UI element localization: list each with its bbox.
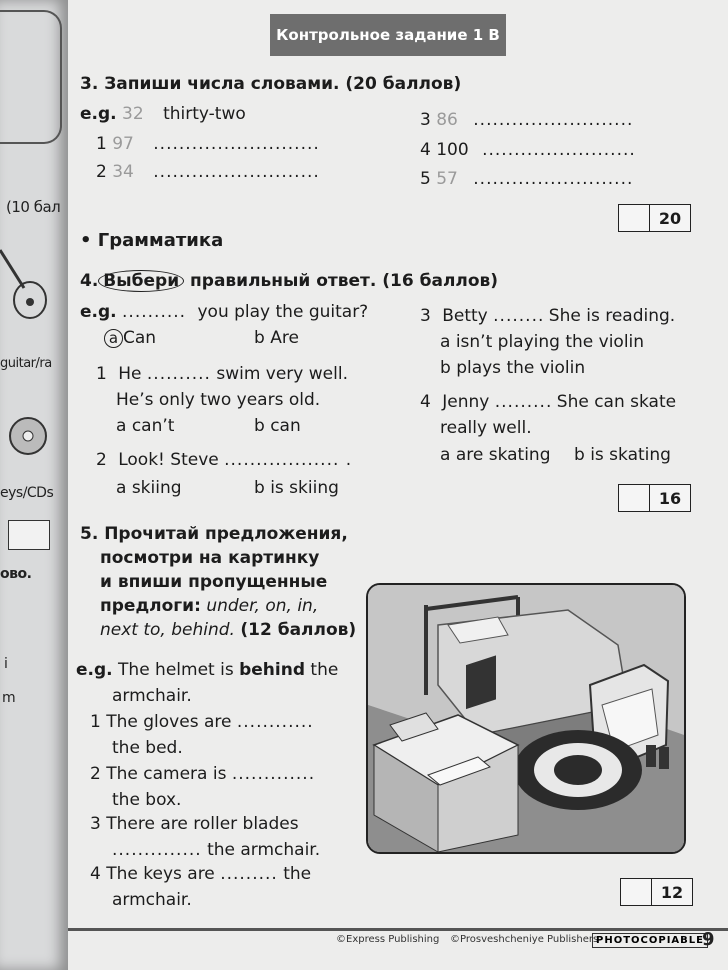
- answer-blank[interactable]: ..............: [112, 840, 202, 860]
- task5-title-line2: посмотри на картинку: [100, 548, 320, 568]
- question-text: . She can skate: [545, 392, 677, 412]
- bedroom-illustration: [368, 585, 684, 852]
- item-value: 34: [112, 162, 134, 182]
- task5-item-2-line2: the box.: [112, 790, 182, 810]
- item-number: 5: [420, 169, 431, 189]
- left-page-frame: [0, 10, 62, 144]
- left-page-edge: [0, 0, 68, 970]
- score-blank[interactable]: [619, 485, 650, 511]
- example-blank: ..........: [122, 302, 187, 322]
- example-label: e.g.: [76, 660, 113, 680]
- answer-blank[interactable]: ........................: [482, 140, 636, 160]
- task3-example: [80, 104, 246, 124]
- task4-q3-line1: [420, 306, 675, 326]
- bedroom-picture: [366, 583, 686, 854]
- preposition-list: under, on, in,: [206, 596, 319, 616]
- page-header: Контрольное задание 1 B: [270, 14, 506, 56]
- question-number: 3: [420, 306, 431, 326]
- answer-blank[interactable]: .............: [231, 764, 316, 784]
- grammar-heading: • Грамматика: [80, 230, 224, 251]
- answer-blank[interactable]: ............: [236, 712, 314, 732]
- question-number: 1: [96, 364, 107, 384]
- example-answer: behind: [239, 660, 305, 680]
- answer-blank[interactable]: ........: [494, 392, 546, 412]
- item-text: the: [283, 864, 312, 884]
- task5-title-line3: и впиши пропущенные: [100, 572, 328, 592]
- task3-item-4: [420, 140, 636, 160]
- item-value: 57: [436, 169, 458, 189]
- item-value: 97: [112, 134, 134, 154]
- answer-blank[interactable]: ..........................: [153, 134, 320, 154]
- left-word-label: ово.: [0, 566, 32, 582]
- photocopiable-label: PHOTOCOPIABLE: [592, 933, 708, 948]
- task5-item-3-line1: [90, 814, 299, 834]
- left-keys-label: eys/CDs: [0, 485, 54, 501]
- left-guitar-label: guitar/ra: [0, 356, 52, 371]
- item-number: 2: [96, 162, 107, 182]
- item-number: 1: [96, 134, 107, 154]
- task4-example-option-b: b Are: [254, 328, 299, 348]
- score-blank[interactable]: [621, 879, 652, 905]
- task5-example-line1: [76, 660, 338, 680]
- item-number: 4: [90, 864, 101, 884]
- task3-item-2: [96, 162, 320, 182]
- left-score-box: [8, 520, 50, 550]
- task4-q3-option-a[interactable]: a isn’t playing the violin: [440, 332, 645, 352]
- question-text: . She is reading.: [537, 306, 676, 326]
- rug: [514, 730, 642, 810]
- task4-q1-option-a[interactable]: a can’t: [116, 416, 175, 436]
- item-number: 4: [420, 140, 431, 160]
- example-text: The helmet is: [118, 660, 234, 680]
- question-number: 4: [420, 392, 431, 412]
- option-text: Can: [123, 328, 157, 348]
- item-text: the armchair.: [207, 840, 321, 860]
- footer-publisher-1: ©Express Publishing: [336, 934, 440, 945]
- task-title-text: предлоги:: [100, 596, 201, 616]
- example-answer: thirty-two: [163, 104, 246, 124]
- answer-blank[interactable]: .......: [493, 306, 538, 326]
- task5-item-4-line1: [90, 864, 311, 884]
- item-text: The camera is: [106, 764, 227, 784]
- task3-item-5: [420, 169, 633, 189]
- task4-q1-line1: [96, 364, 348, 384]
- question-text: Betty: [442, 306, 488, 326]
- item-number: 3: [420, 110, 431, 130]
- circled-option-letter: a: [104, 329, 123, 348]
- task3-score-box: [618, 204, 691, 232]
- circled-word: Выбери: [98, 270, 184, 292]
- task4-q3-option-b[interactable]: b plays the violin: [440, 358, 586, 378]
- task4-q4-line1: [420, 392, 676, 412]
- task4-q4-option-b[interactable]: b is skating: [574, 445, 671, 465]
- score-value: 16: [658, 488, 682, 508]
- example-number: 32: [122, 104, 144, 124]
- question-text: swim very well.: [216, 364, 348, 384]
- task5-item-3-line2: [112, 840, 320, 860]
- example-label: e.g.: [80, 302, 117, 322]
- task3-item-1: [96, 134, 320, 154]
- item-number: 1: [90, 712, 101, 732]
- task4-q1-option-b[interactable]: b can: [254, 416, 301, 436]
- answer-blank[interactable]: ..........................: [153, 162, 320, 182]
- task5-title-line4: [100, 596, 318, 616]
- workbook-page: [68, 0, 728, 970]
- task-points: (12 баллов): [240, 620, 357, 640]
- task5-example-line2: armchair.: [112, 686, 192, 706]
- left-letter-m: m: [2, 690, 16, 706]
- cd-icon: [0, 412, 50, 462]
- task4-q4-line2: really well.: [440, 418, 532, 438]
- task4-q2-option-b[interactable]: b is skiing: [254, 478, 339, 498]
- task5-item-1-line2: the bed.: [112, 738, 183, 758]
- page-number: 9: [702, 929, 715, 950]
- item-number: 3: [90, 814, 101, 834]
- task4-q2-option-a[interactable]: a skiing: [116, 478, 182, 498]
- task5-title-line5: [100, 620, 356, 640]
- task5-item-1-line1: [90, 712, 314, 732]
- task4-score-box: [618, 484, 691, 512]
- left-score-hint: (10 бал: [6, 198, 61, 216]
- example-text: you play the guitar?: [197, 302, 369, 322]
- task5-score-box: [620, 878, 693, 906]
- answer-blank[interactable]: .........: [220, 864, 278, 884]
- boots: [646, 745, 656, 767]
- score-value: 12: [660, 882, 684, 902]
- task3-title: 3. Запиши числа словами. (20 баллов): [80, 74, 462, 94]
- task5-title-line1: 5. Прочитай предложения,: [80, 524, 348, 544]
- task4-q2-line1: [96, 450, 352, 470]
- task5-item-2-line1: [90, 764, 315, 784]
- task-number: 4.: [80, 271, 99, 291]
- score-value: 20: [658, 208, 682, 228]
- preposition-list: next to, behind.: [100, 620, 235, 640]
- answer-blank[interactable]: .........................: [473, 110, 634, 130]
- answer-blank[interactable]: ..........: [146, 364, 211, 384]
- score-blank[interactable]: [619, 205, 650, 231]
- answer-blank[interactable]: .........................: [473, 169, 634, 189]
- task4-q4-option-a[interactable]: a are skating: [440, 445, 551, 465]
- task4-title: [80, 270, 498, 292]
- question-text: He: [118, 364, 142, 384]
- footer-rule: [68, 928, 728, 931]
- item-value: 100: [436, 140, 469, 160]
- example-label: e.g.: [80, 104, 117, 124]
- item-text: The gloves are: [106, 712, 232, 732]
- task-title-text: правильный ответ. (16 баллов): [190, 271, 499, 291]
- answer-blank[interactable]: .................. .: [224, 450, 353, 470]
- example-text: the: [310, 660, 339, 680]
- item-text: The keys are: [106, 864, 215, 884]
- item-text: There are roller blades: [106, 814, 299, 834]
- item-value: 86: [436, 110, 458, 130]
- task4-example-option-a: [104, 328, 156, 348]
- question-text: Look! Steve: [118, 450, 219, 470]
- task5-item-4-line2: armchair.: [112, 890, 192, 910]
- question-text: Jenny: [442, 392, 490, 412]
- footer-publisher-2: ©Prosveshcheniye Publishers: [450, 934, 599, 945]
- item-number: 2: [90, 764, 101, 784]
- question-number: 2: [96, 450, 107, 470]
- task4-q1-line2: He’s only two years old.: [116, 390, 321, 410]
- guitar-icon: [0, 240, 50, 330]
- left-letter-i: i: [4, 656, 8, 672]
- task3-item-3: [420, 110, 633, 130]
- task4-example: [80, 302, 368, 322]
